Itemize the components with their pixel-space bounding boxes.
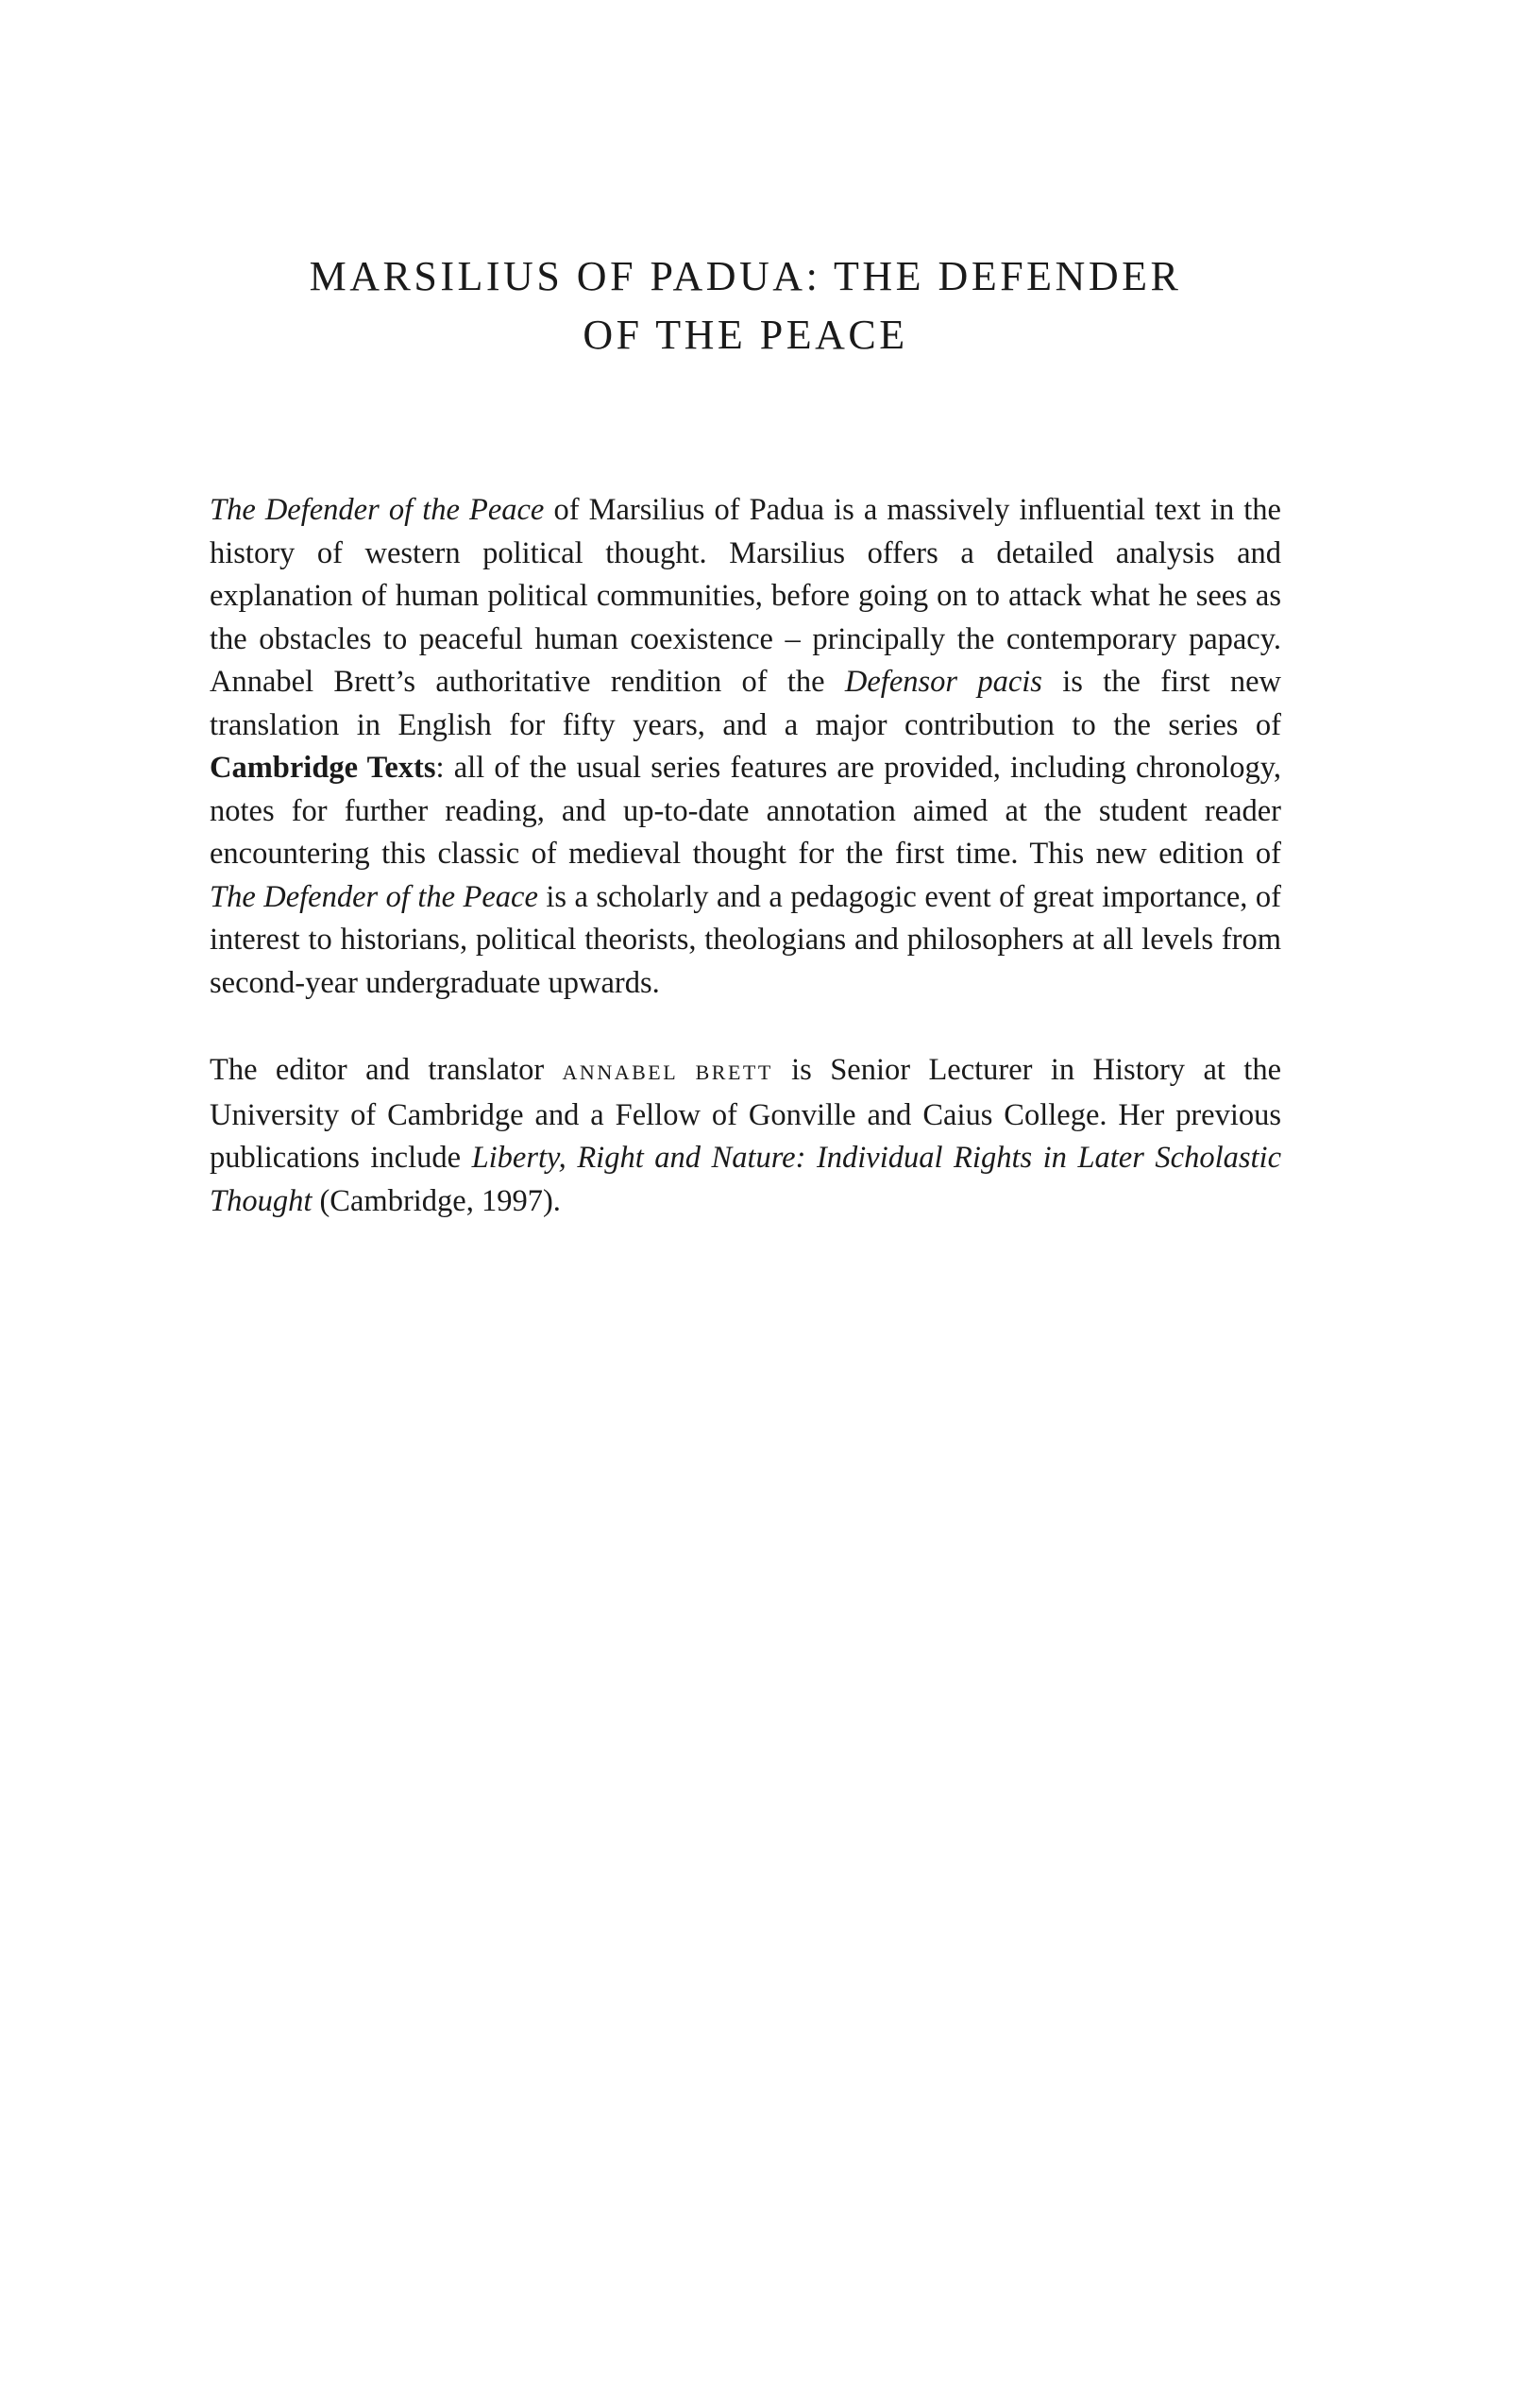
editor-paragraph xyxy=(210,1049,1281,1223)
previous-book-title: Liberty, Right and Nature: Individual Rights in Later Scholastic Thought xyxy=(210,1141,1281,1218)
description-paragraph xyxy=(210,489,1281,1005)
editor-text-2: is Senior Lecturer in History at the University of Cambridge and a Fellow of Gonville and Caius College. Her previous publications include xyxy=(210,1053,1281,1175)
latin-title: Defensor pacis xyxy=(844,665,1042,699)
work-title-2: The Defender of the Peace xyxy=(210,879,538,914)
work-title: The Defender of the Peace xyxy=(210,493,545,527)
blurb xyxy=(210,489,1281,1223)
series-name: Cambridge Texts xyxy=(210,751,436,785)
description-text-1: of Marsilius of Padua is a massively influential text in the history of western political thought. Marsilius offers a detailed analysis and explanation of human political communities, before going on to attack what he sees as the obstacles to peaceful human coexistence – principally the contemporary papacy. Annabel Brett’s authoritative rendition of the xyxy=(210,493,1281,699)
editor-name: ANNABEL BRETT xyxy=(562,1060,773,1084)
description-text-4: is a scholarly and a pedagogic event of great importance, of interest to historians, political theorists, theologians and philosophers at all levels from second-year undergraduate upwards. xyxy=(210,879,1281,1000)
editor-text-3: (Cambridge, 1997). xyxy=(312,1183,561,1218)
description-text-3: : all of the usual series features are provided, including chronology, notes for further reading, and up-to-date annotation aimed at the student reader encountering this classic of medieval thought for the first time. This new edition of xyxy=(210,751,1282,871)
title-line-2: OF THE PEACE xyxy=(583,312,908,358)
title-line-1: MARSILIUS OF PADUA: THE DEFENDER xyxy=(309,253,1182,299)
editor-text-1: The editor and translator xyxy=(210,1053,563,1087)
description-text-2: is the first new translation in English for fifty years, and a major contribution to the series of xyxy=(210,665,1281,742)
page-title xyxy=(210,247,1281,365)
